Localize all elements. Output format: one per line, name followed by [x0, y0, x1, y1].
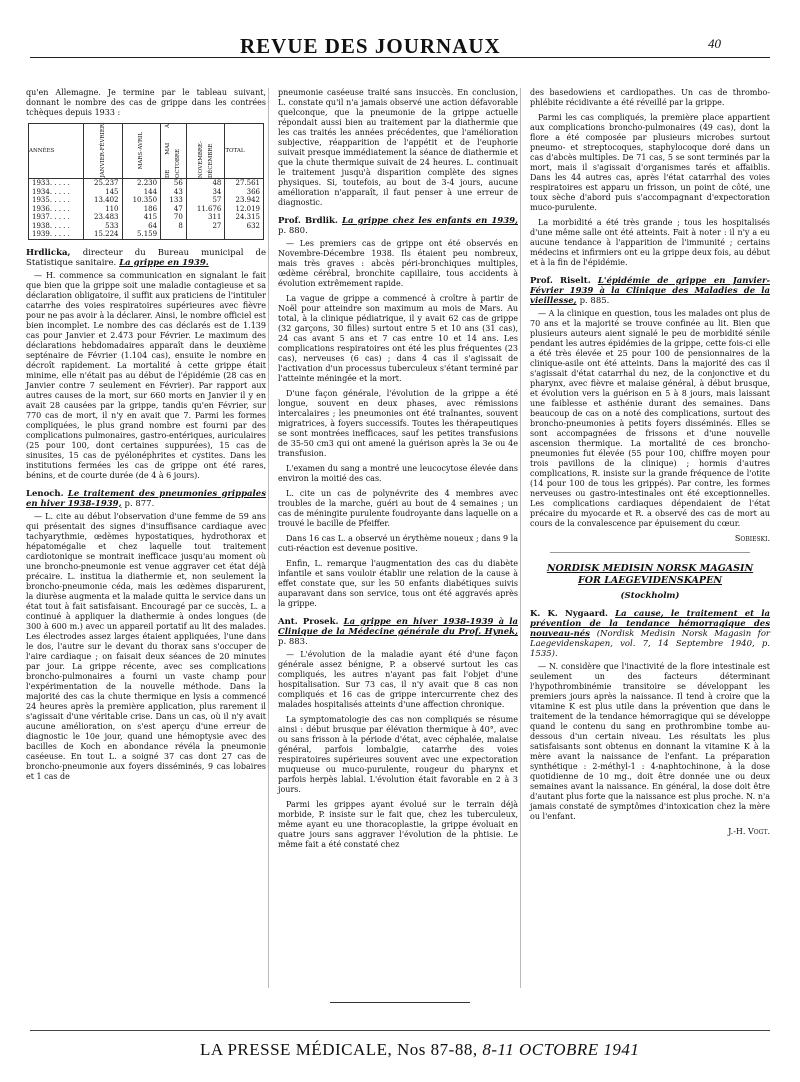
table-row: 1938. . . . . 533 64 8 27 632 — [29, 222, 264, 231]
paragraph: Dans 16 cas L. a observé un érythème noueux ; dans 9 la cuti-réaction est devenue positive. — [278, 534, 518, 553]
running-title: REVUE DES JOURNAUX — [240, 34, 501, 58]
column-divider — [268, 88, 269, 988]
table-row: 1936. . . . . 110 186 47 11.676 12.019 — [29, 205, 264, 214]
header-rule — [30, 57, 770, 58]
footer-rule — [30, 1030, 770, 1031]
footer-citation: LA PRESSE MÉDICALE, Nos 87-88, 8-11 OCTOBRE 1941 — [200, 1040, 640, 1059]
author-signature: Sobieski. — [734, 534, 770, 543]
paragraph: pneumonie caséeuse traité sans insuccès. En conclusion, L. constate qu'il n'a jamais observé une action défavorable quelconque, que la pneumonie de la grippe actuelle répondait aussi bien au traitement par la diathermie que les cas traités les années précédentes, que l'amélioration subjective, réapparition de l'appétit et de l'euphorie suivait presque immédiatement la séance de diathermie et que la chute thermique suivait de 24 heures. L. continuait le traitement jusqu'à disparition complète des signes physiques. Si, toutefois, au bout de 3-4 jours, aucune amélioration n'apparaît, il faut penser à une erreur de diagnostic. — [278, 88, 518, 207]
paragraph: Parmi les cas compliqués, la première place appartient aux complications broncho-pulmonaires (49 cas), dont la flore a été composée par plusieurs microbes surtout pneumo- et streptocoques, staphylocoque doré dans un cas d'abcès multiples. De 71 cas, 5 se sont terminés par la mort, mais il s'agissait d'organismes tarés et affaiblis. Dans les 44 autres cas, après l'état catarrhal des voies respiratoires est apparu un frisson, un point de côté, une toux sèche d'abord puis s'accompagnant d'expectoration muco-purulente. — [530, 113, 770, 212]
section-separator — [550, 552, 750, 553]
page-footer — [0, 1012, 800, 1082]
paragraph: D'une façon générale, l'évolution de la grippe a été longue, souvent en deux phases, avec rémissions intercalaires ; les pneumonies ont été traînantes, souvent migratrices, à foyers successifs. Toutes les thérapeutiques se sont montrées inefficaces, sauf les petites transfusions de 35-50 cm3 qui ont amené la guérison après la 3e ou 4e transfusion. — [278, 389, 518, 458]
author-signature: J.-H. Vogt. — [728, 827, 770, 836]
page-number: 40 — [708, 36, 721, 51]
article-heading: Hrdlicka, directeur du Bureau municipal de Statistique sanitaire. La grippe en 1939. — [26, 247, 266, 268]
article-heading: Lenoch. Le traitement des pneumonies grippales en hiver 1938-1939, p. 877. — [26, 488, 266, 509]
paragraph: des basedowiens et cardiopathes. Un cas de thrombo-phlébite récidivante a été réveillé par la grippe. — [530, 88, 770, 107]
column-divider — [520, 88, 521, 988]
table-row: 1935. . . . . 13.402 10.350 133 57 23.942 — [29, 196, 264, 205]
paragraph: qu'en Allemagne. Je termine par le tableau suivant, donnant le nombre des cas de grippe dans les contrées tchèques depuis 1933 : — [26, 88, 266, 117]
column-1 — [26, 88, 266, 787]
table-header: TOTAL — [225, 124, 264, 179]
journal-title: NORDISK MEDISIN NORSK MAGASIN FOR LAEGEVIDENSKAPEN — [546, 563, 754, 586]
paragraph: La symptomatologie des cas non compliqués se résume ainsi : début brusque par élévation thermique à 40°, avec ou sans frisson à la période d'état, avec céphalée, malaise général, parfois lombalgie, catarrhe des voies respiratoires supérieures souvent avec une expectoration muqueuse ou muco-purulente, rougeur du pharynx et parfois herpès labial. L'évolution était favorable en 2 à 3 jours. — [278, 715, 518, 794]
grippe-stats-table — [28, 123, 264, 240]
column-2 — [278, 88, 518, 855]
paragraph: Enfin, L. remarque l'augmentation des cas du diabète infantile et sans vouloir établir une relation de la cause à effet constate que, sur les 50 enfants diabétiques suivis auparavant dans son service, tous ont été aggravés après la grippe. — [278, 559, 518, 608]
paragraph: — Les premiers cas de grippe ont été observés en Novembre-Décembre 1938. Ils étaient peu nombreux, mais très graves : abcès péri-bronchiques multiples, œdème cérébral, bronchite capillaire, tous accidents à évolution extrêmement rapide. — [278, 239, 518, 288]
table-header: DE MAI À OCTOBRE — [161, 124, 187, 179]
article-heading: Prof. Brdlik. La grippe chez les enfants en 1939, p. 880. — [278, 216, 518, 236]
journal-location: (Stockholm) — [620, 591, 680, 601]
article-heading: K. K. Nygaard. La cause, le traitement et la prévention de la tendance hémorragique des nouveau-nés (Nordisk Medisin Norsk Magasin for Laegevidenskapen, vol. 7, 14 Septembre 1940, p. 1535). — [530, 609, 770, 659]
table-row: 1934. . . . . 145 144 43 34 366 — [29, 188, 264, 197]
table-row: 1937. . . . . 23.483 415 70 311 24.315 — [29, 213, 264, 222]
paragraph: — L. cite au début l'observation d'une femme de 59 ans qui présentait des signes d'insuffisance cardiaque avec tachyarythmie, œdèmes hypostatiques, hydrothorax et hépatomégalie et chez laquelle tout traitement cardiotonique se montrait inefficace jusqu'au moment où une broncho-pneumonie est venue aggraver cet état déjà précaire. L. institua la diathermie et, non seulement la broncho-pneumonie céda, mais les œdèmes disparurent, la diurèse augmenta et la malade quitta le service dans un état tout à fait satisfaisant. Encouragé par ce succès, L. a continué à appliquer la diathermie à ondes longues (de 300 à 600 m.) avec un appareil portatif au lit des malades. Les électrodes assez larges étaient appliquées, l'une dans le dos, l'autre sur le devant du thorax sans s'occuper de l'aire cardiaque ; on faisait deux séances de 20 minutes par jour. La grippe récente, avec ses complications broncho-pulmonaires a fourni un vaste champ pour l'expérimentation de la nouvelle méthode. Dans la majorité des cas la chute thermique en lysis a commencé 24 heures après la première application, plus rarement il s'agissait d'une véritable crise. Dans un cas, où il n'y avait aucune amélioration, on s'est aperçu d'une erreur de diagnostic le 10e jour, quand une hémoptysie avec des bacilles de Koch en abondance révéla la pneumonie caséeuse. En tout L. a soigné 37 cas dont 27 cas de broncho-pneumonie aux foyers disséminés, 9 cas lobaires et 1 cas de — [26, 511, 266, 781]
table-header: ANNÉES — [29, 124, 84, 179]
paragraph: Parmi les grippes ayant évolué sur le terrain déjà morbide, P. insiste sur le fait que, chez les tuberculeux, même ayant eu une thoracoplastie, la grippe évoluait en quatre jours sans aggraver l'évolution de la phtisie. Le même fait a été constaté chez — [278, 800, 518, 849]
article-heading: Ant. Prosek. La grippe en hiver 1938-1939 à la Clinique de la Médecine générale du Prof. Hynek, p. 883. — [278, 617, 519, 647]
table-header: NOVEMBRE-DÉCEMBRE — [186, 124, 225, 179]
paragraph: — N. considère que l'inactivité de la flore intestinale est seulement un des facteurs déterminant l'hypothrombinémie transitoire se développant les premiers jours après la naissance. Il tend à croire que la vitamine K est plus utile dans la prévention que dans le traitement de la tendance hémorragique qui se développe quand le contenu du sang en prothrombine tombe au-dessous d'un certain niveau. Les résultats les plus satisfaisants sont obtenus en donnant la vitamine K à la mère avant la naissance de l'enfant. La préparation synthétique : 2-méthyl-1 : 4-naphtochinone, à la dose quotidienne de 10 mg., doit être donnée une ou deux semaines avant la naissance. En général, la dose doit être d'autant plus forte que la naissance est plus proche. N. n'a jamais constaté de symptômes d'intoxication chez la mère ou l'enfant. — [530, 662, 770, 821]
table-header: MARS-AVRIL — [122, 124, 161, 179]
column-3 — [530, 88, 770, 845]
table-row: 1933. . . . . 25.237 2.230 56 48 27.561 — [29, 179, 264, 188]
end-rule — [330, 1002, 470, 1003]
paragraph: L'examen du sang a montré une leucocytose élevée dans environ la moitié des cas. — [278, 464, 518, 483]
table-header: JANVIER-FÉVRIER — [83, 124, 122, 179]
paragraph: L. cite un cas de polynévrite des 4 membres avec troubles de la marche, guéri au bout de 4 semaines ; un cas de méningite purulente foudroyante dans laquelle on a trouvé le bacille de Pfeiffer. — [278, 489, 518, 528]
paragraph: La vague de grippe a commencé à croître à partir de Noël pour atteindre son maximum au mois de Mars. Au total, à la clinique pédiatrique, il y avait 62 cas de grippe (32 garçons, 30 filles) surtout entre 5 et 10 ans (31 cas), 24 cas avant 5 ans et 7 cas entre 10 et 14 ans. Les complications respiratoires ont été les plus fréquentes (23 cas), nerveuses (6 cas) ; dans 4 cas il s'agissait de l'activation d'un processus tuberculeux s'étant terminé par l'atteinte méningée et la mort. — [278, 294, 518, 383]
paragraph: — H. commence sa communication en signalant le fait que bien que la grippe soit une maladie contagieuse et sa déclaration obligatoire, il suffit aux praticiens de l'intituler catarrhe des voies respiratoires supérieures avec fièvre pour ne pas avoir à la déclarer. Ainsi, le nombre officiel est bien incomplet. Le nombre des cas déclarés est de 1.139 cas pour Janvier et 2.473 pour Février. Le maximum des déclarations hebdomadaires apparaît dans le deuxième septénaire de Février (1.104 cas), ensuite le nombre en décroît rapidement. La mortalité à cette grippe était minime, elle n'était pas au début de l'épidémie (28 cas en Janvier contre 7 seulement en Février). Par rapport aux autres causes de la mort, sur 660 morts en Janvier il y en avait 28 causées par la grippe, tandis qu'en Février, sur 770 cas de mort, il n'y en avait que 7. Parmi les formes compliquées, le plus grand nombre est fourni par des complications pulmonaires, gastro-entériques, auriculaires (25 pour 100, dont certaines suppurées), 15 cas de sinusites, 15 cas de pyélonéphrites et cystites. Dans les institutions fermées les cas de grippe ont été rares, bénins, et de courte durée (de 4 à 6 jours). — [26, 270, 266, 480]
paragraph: — A la clinique en question, tous les malades ont plus de 70 ans et la majorité se trouve confinée au lit. Bien que plusieurs auteurs aient signalé le peu de morbidité sénile pendant les autres épidémies de la grippe, cette fois-ci elle a été très élevée et 25 pour 100 de pensionnaires de la clinique-asile ont été atteints. Dans la majorité des cas il s'agissait d'état catarrhal du nez, de la conjonctive et du pharynx, avec fièvre et malaise général, à début brusque, et évolution vers la guérison en 5 à 8 jours, mais laissant une faiblesse et asthénie durant des semaines. Dans beaucoup de cas on a noté des complications, surtout des broncho-pneumonies à petits foyers disséminés. Elles se sont accompagnées de frissons et d'une nouvelle ascension thermique. La mortalité de ces broncho-pneumonies fut élevée (55 pour 100, chiffre moyen pour trois pavillons de la clinique) ; hormis d'autres complications, R. insiste sur la grande fréquence de l'otite (14 pour 100 de tous les grippés). Par contre, les formes nerveuses ou gastro-intestinales ont été exceptionnelles. Les complications cardiaques dépendaient de l'état précaire du myocarde et R. a observé des cas de mort au cours de la convalescence par épuisement du cœur. — [530, 309, 770, 528]
page-header — [0, 0, 800, 70]
table-row: 1939. . . . . 15.224 5.159 — [29, 230, 264, 239]
paragraph: — L'évolution de la maladie ayant été d'une façon générale assez bénigne, P. a observé surtout les cas compliqués, les autres n'ayant pas fait l'objet d'une hospitalisation. Sur 73 cas, il n'y avait que 8 cas non compliqués et 16 cas de grippe intercurrente chez des malades hospitalisés atteints d'une affection chronique. — [278, 650, 518, 709]
article-heading: Prof. Riselt. L'épidémie de grippe en Janvier-Février 1939 à la Clinique des Maladies de la vieillesse, p. 885. — [530, 276, 770, 306]
paragraph: La morbidité a été très grande ; tous les hospitalisés d'une même salle ont été atteints. Fait à noter : il n'y a eu aucune tendance à l'apparition de l'immunité ; certains médecins et infirmiers ont eu la grippe deux fois, au début et à la fin de l'épidémie. — [530, 218, 770, 267]
